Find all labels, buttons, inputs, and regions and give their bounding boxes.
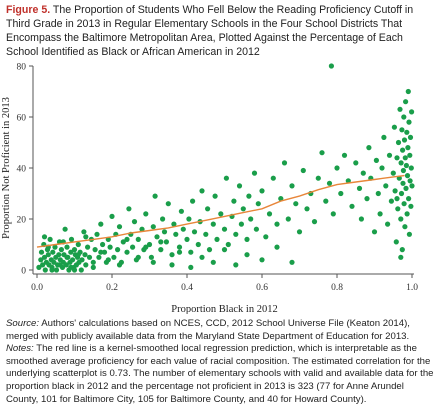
data-point xyxy=(100,242,105,247)
data-point xyxy=(239,222,244,227)
x-tick-label: 0.6 xyxy=(256,283,268,293)
data-point xyxy=(259,188,264,193)
data-point xyxy=(274,222,279,227)
notes-line xyxy=(6,343,436,406)
data-point xyxy=(136,255,141,260)
data-point xyxy=(83,234,88,239)
data-point xyxy=(353,160,358,165)
data-point xyxy=(111,255,116,260)
data-point xyxy=(399,127,404,132)
data-point xyxy=(43,267,48,272)
data-point xyxy=(359,216,364,221)
data-point xyxy=(69,237,74,242)
data-point xyxy=(327,181,332,186)
data-point xyxy=(214,237,219,242)
data-point xyxy=(160,216,165,221)
data-point xyxy=(96,255,101,260)
data-point xyxy=(396,140,401,145)
data-point xyxy=(374,158,379,163)
data-point xyxy=(407,232,412,237)
data-point xyxy=(151,224,156,229)
data-point xyxy=(143,211,148,216)
notes-label: Notes: xyxy=(6,343,34,355)
data-point xyxy=(106,257,111,262)
source-text: Authors' calculations based on NCES, CCD, 2012 School Universe File (Keaton 2014), merged with publicly available data from the Maryland State Department of Education for 2013. xyxy=(6,318,410,342)
data-point xyxy=(408,178,413,183)
data-point xyxy=(407,153,412,158)
data-point xyxy=(357,186,362,191)
data-point xyxy=(259,257,264,262)
notes-text: The red line is a kernel-smoothed local regression prediction, which is interpretable as the smoothed average proficiency for each value of racial composition. The estimated correlation for the underlying scatterplot is 0.73. The number of elementary schools with valid and available data for the proportion black in 2012 and the percentage not proficient in 2013 is 323 (77 for Anne Arundel County, 101 for Baltimore City, 105 for Baltimore County, and 40 for Howard County). xyxy=(6,343,434,405)
data-point xyxy=(398,216,403,221)
data-point xyxy=(334,165,339,170)
data-point xyxy=(271,176,276,181)
data-point xyxy=(169,262,174,267)
data-point xyxy=(304,206,309,211)
y-tick-label: 60 xyxy=(16,113,26,124)
data-point xyxy=(392,125,397,130)
data-point xyxy=(186,216,191,221)
scatter-chart xyxy=(0,58,440,314)
data-point xyxy=(42,234,47,239)
data-point xyxy=(83,262,88,267)
data-point xyxy=(404,163,409,168)
data-point xyxy=(151,260,156,265)
data-point xyxy=(394,239,399,244)
data-point xyxy=(213,194,218,199)
data-point xyxy=(361,171,366,176)
data-point xyxy=(381,135,386,140)
source-label: Source: xyxy=(6,318,40,329)
data-point xyxy=(153,194,158,199)
data-point xyxy=(82,252,87,257)
data-point xyxy=(385,222,390,227)
data-point xyxy=(211,222,216,227)
data-point xyxy=(312,219,317,224)
data-point xyxy=(248,216,253,221)
data-point xyxy=(319,150,324,155)
data-point xyxy=(403,99,408,104)
data-point xyxy=(405,211,410,216)
data-point xyxy=(400,181,405,186)
data-point xyxy=(177,250,182,255)
y-tick-label: 80 xyxy=(16,62,26,73)
data-point xyxy=(400,247,405,252)
data-point xyxy=(405,145,410,150)
data-point xyxy=(406,196,411,201)
x-axis-label: Proportion Black in 2012 xyxy=(171,304,278,314)
data-point xyxy=(383,183,388,188)
data-point xyxy=(199,255,204,260)
figure-caption xyxy=(6,3,434,59)
data-point xyxy=(196,242,201,247)
data-point xyxy=(316,176,321,181)
data-point xyxy=(231,199,236,204)
data-point xyxy=(403,186,408,191)
data-point xyxy=(397,107,402,112)
data-point xyxy=(395,206,400,211)
data-point xyxy=(408,204,413,209)
data-point xyxy=(81,229,86,234)
data-point xyxy=(70,257,75,262)
data-point xyxy=(409,183,414,188)
data-point xyxy=(364,196,369,201)
data-point xyxy=(188,250,193,255)
data-point xyxy=(399,191,404,196)
data-point xyxy=(64,245,69,250)
data-point xyxy=(246,194,251,199)
data-point xyxy=(267,211,272,216)
data-point xyxy=(94,232,99,237)
data-point xyxy=(59,247,64,252)
data-point xyxy=(331,211,336,216)
data-point xyxy=(379,165,384,170)
data-point xyxy=(401,168,406,173)
data-point xyxy=(124,237,129,242)
y-tick-label: 40 xyxy=(16,164,26,175)
data-point xyxy=(391,171,396,176)
data-point xyxy=(282,160,287,165)
data-point xyxy=(372,229,377,234)
data-point xyxy=(91,260,96,265)
data-point xyxy=(286,216,291,221)
data-point xyxy=(408,135,413,140)
data-point xyxy=(207,247,212,252)
data-point xyxy=(222,247,227,252)
data-point xyxy=(366,145,371,150)
data-point xyxy=(177,245,182,250)
data-point xyxy=(401,114,406,119)
data-point xyxy=(403,155,408,160)
data-point xyxy=(402,224,407,229)
data-point xyxy=(48,237,53,242)
data-point xyxy=(143,245,148,250)
data-point xyxy=(301,168,306,173)
data-point xyxy=(387,153,392,158)
data-point xyxy=(199,188,204,193)
data-point xyxy=(109,214,114,219)
data-point xyxy=(46,252,51,257)
x-tick-label: 0.2 xyxy=(106,283,118,293)
data-point xyxy=(402,137,407,142)
x-tick-label: 0.8 xyxy=(331,283,343,293)
data-point xyxy=(329,63,334,68)
source-notes xyxy=(6,318,436,406)
data-point xyxy=(49,267,54,272)
data-point xyxy=(54,267,59,272)
data-point xyxy=(211,260,216,265)
data-point xyxy=(124,250,129,255)
data-point xyxy=(342,153,347,158)
data-point xyxy=(192,229,197,234)
x-tick-label: 1.0 xyxy=(406,283,418,293)
data-point xyxy=(72,247,77,252)
data-point xyxy=(349,204,354,209)
data-point xyxy=(50,250,55,255)
data-point xyxy=(76,252,81,257)
data-point xyxy=(149,255,154,260)
data-point xyxy=(402,201,407,206)
data-point xyxy=(190,199,195,204)
data-point xyxy=(63,227,68,232)
data-point xyxy=(233,262,238,267)
data-point xyxy=(130,245,135,250)
data-point xyxy=(164,239,169,244)
data-point xyxy=(233,232,238,237)
data-point xyxy=(338,191,343,196)
data-point xyxy=(68,265,73,270)
data-point xyxy=(87,255,92,260)
data-point xyxy=(323,199,328,204)
data-point xyxy=(188,265,193,270)
source-line xyxy=(6,318,436,343)
data-point xyxy=(173,232,178,237)
data-point xyxy=(93,247,98,252)
data-point xyxy=(115,247,120,252)
data-point xyxy=(136,237,141,242)
data-point xyxy=(256,201,261,206)
data-point xyxy=(263,234,268,239)
data-point xyxy=(126,206,131,211)
data-point xyxy=(79,267,84,272)
data-point xyxy=(241,206,246,211)
data-point xyxy=(393,188,398,193)
data-point xyxy=(244,252,249,257)
data-point xyxy=(158,239,163,244)
data-point xyxy=(394,155,399,160)
data-point xyxy=(244,237,249,242)
data-point xyxy=(389,199,394,204)
data-point xyxy=(166,201,171,206)
data-point xyxy=(205,206,210,211)
data-point xyxy=(184,237,189,242)
data-point xyxy=(39,250,44,255)
data-point xyxy=(400,148,405,153)
data-point xyxy=(117,262,122,267)
data-point xyxy=(222,227,227,232)
data-point xyxy=(252,171,257,176)
data-point xyxy=(404,130,409,135)
data-point xyxy=(98,222,103,227)
figure-title: The Proportion of Students Who Fell Below the Reading Proficiency Cutoff in Third Grade in 2013 in Regular Elementary Schools in the Four School Districts That Encompass the Baltimore Metropolitan Area, Plotted Against the Percentage of Each School Identified as Black or African American in 2012 xyxy=(6,4,414,58)
data-point xyxy=(394,196,399,201)
data-point xyxy=(64,255,69,260)
data-point xyxy=(409,165,414,170)
y-tick-label: 0 xyxy=(21,266,26,277)
data-point xyxy=(378,211,383,216)
data-point xyxy=(406,89,411,94)
data-point xyxy=(169,252,174,257)
data-point xyxy=(57,262,62,267)
data-point xyxy=(226,242,231,247)
data-point xyxy=(108,245,113,250)
data-point xyxy=(224,176,229,181)
y-tick-label: 20 xyxy=(16,215,26,226)
data-point xyxy=(203,232,208,237)
data-point xyxy=(376,191,381,196)
data-point xyxy=(162,229,167,234)
data-point xyxy=(79,257,84,262)
data-point xyxy=(405,173,410,178)
data-point xyxy=(398,255,403,260)
data-point xyxy=(117,224,122,229)
data-point xyxy=(56,252,61,257)
data-point xyxy=(409,109,414,114)
data-point xyxy=(91,265,96,270)
data-point xyxy=(289,260,294,265)
data-point xyxy=(297,229,302,234)
data-point xyxy=(181,227,186,232)
data-point xyxy=(179,209,184,214)
data-point xyxy=(132,219,137,224)
data-point xyxy=(399,160,404,165)
data-point xyxy=(154,234,159,239)
figure-label: Figure 5. xyxy=(6,4,51,16)
data-point xyxy=(274,245,279,250)
data-point xyxy=(293,201,298,206)
data-point xyxy=(98,250,103,255)
data-point xyxy=(76,242,81,247)
data-point xyxy=(406,120,411,125)
data-point xyxy=(158,247,163,252)
data-point xyxy=(85,245,90,250)
data-point xyxy=(237,183,242,188)
data-point xyxy=(254,227,259,232)
x-tick-label: 0.0 xyxy=(31,283,43,293)
x-tick-label: 0.4 xyxy=(181,283,193,293)
data-point xyxy=(289,183,294,188)
y-axis-label: Proportion Not Proficient in 2013 xyxy=(1,97,12,239)
data-point xyxy=(218,211,223,216)
